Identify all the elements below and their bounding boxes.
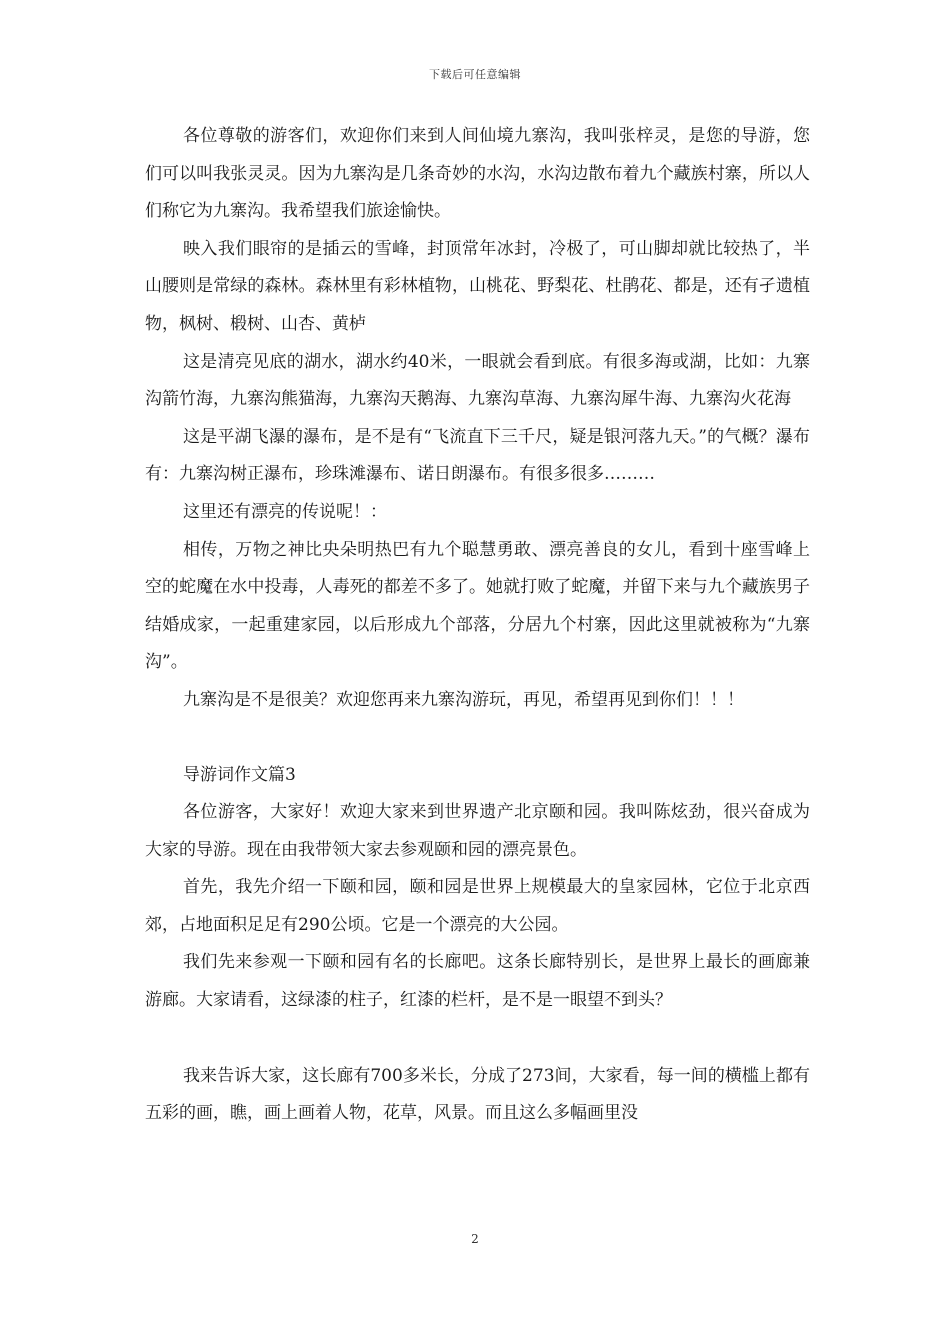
section-title: 导游词作文篇3 (183, 764, 296, 785)
page-number: 2 (471, 1232, 479, 1246)
paragraph-intro: 各位尊敬的游客们，欢迎你们来到人间仙境九寨沟，我叫张梓灵，是您的导游，您们可以叫我张灵灵。因为九寨沟是几条奇妙的水沟，水沟边散布着九个藏族村寨，所以人们称它为九寨沟。我希望我们旅途愉快。 (145, 126, 810, 222)
paragraph-snow-peaks: 映入我们眼帘的是插云的雪峰，封顶常年冰封，冷极了，可山脚却就比较热了，半山腰则是常绿的森林。森林里有彩林植物，山桃花、野梨花、杜鹃花、都是，还有孑遗植物，枫树、椴树、山杏、黄栌 (145, 238, 810, 334)
paragraph-summer-palace: 首先，我先介绍一下颐和园，颐和园是世界上规模最大的皇家园林，它位于北京西郊，占地面积足足有290公顷。它是一个漂亮的大公园。 (145, 877, 810, 935)
paragraph-legend-intro: 这里还有漂亮的传说呢！： (183, 501, 387, 522)
paragraph-waterfalls: 这是平湖飞瀑的瀑布，是不是有“飞流直下三千尺，疑是银河落九天。”的气概？瀑布有：九寨沟树正瀑布，珍珠滩瀑布、诺日朗瀑布。有很多很多……… (145, 426, 810, 485)
paragraph-long-corridor: 我们先来参观一下颐和园有名的长廊吧。这条长廊特别长，是世界上最长的画廊兼游廊。大家请看，这绿漆的柱子，红漆的栏杆，是不是一眼望不到头？ (145, 952, 810, 1011)
spacer (145, 720, 810, 757)
page-header: 下载后可任意编辑 (429, 68, 521, 81)
paragraph-farewell: 九寨沟是不是很美？欢迎您再来九寨沟游玩，再见，希望再见到你们！！！ (183, 689, 744, 710)
paragraph-lakes: 这是清亮见底的湖水，湖水约40米，一眼就会看到底。有很多海或湖，比如：九寨沟箭竹海，九寨沟熊猫海，九寨沟天鹅海、九寨沟草海、九寨沟犀牛海、九寨沟火花海 (145, 351, 810, 410)
document-body (145, 118, 810, 1133)
spacer (145, 1020, 810, 1058)
paragraph-legend: 相传，万物之神比央朵明热巴有九个聪慧勇敢、漂亮善良的女儿，看到十座雪峰上空的蛇魔在水中投毒，人毒死的都差不多了。她就打败了蛇魔，并留下来与九个藏族男子结婚成家，一起重建家园，以后形成九个部落，分居九个村寨，因此这里就被称为“九寨沟”。 (145, 539, 810, 673)
paragraph-corridor-details: 我来告诉大家，这长廊有700多米长，分成了273间，大家看，每一间的横槛上都有五彩的画，瞧，画上画着人物，花草，风景。而且这么多幅画里没 (145, 1065, 810, 1124)
paragraph-welcome: 各位游客，大家好！欢迎大家来到世界遗产北京颐和园。我叫陈炫劲，很兴奋成为大家的导游。现在由我带领大家去参观颐和园的漂亮景色。 (145, 802, 810, 860)
